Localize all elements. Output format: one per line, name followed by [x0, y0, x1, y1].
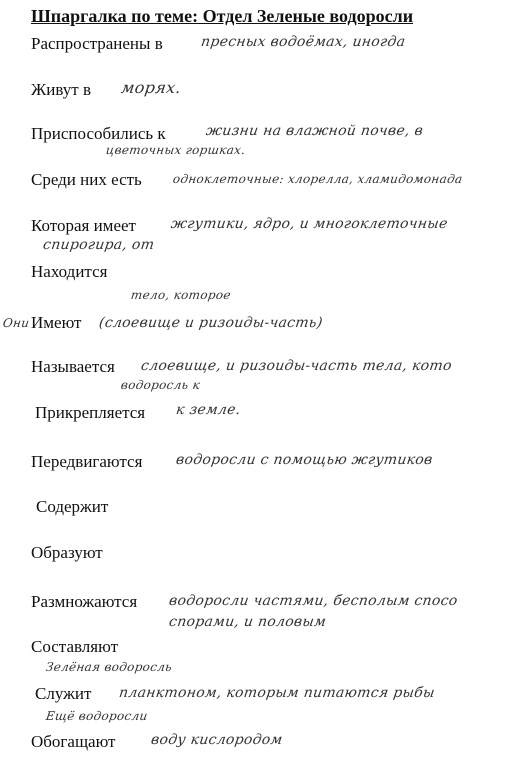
row-label-live-in: Живут в [31, 80, 91, 99]
handwritten-answer-among-them: одноклеточные: хлорелла, хламидомонада [172, 172, 464, 186]
handwritten-answer-which-has: жгутики, ядро, и многоклеточные [170, 216, 449, 232]
handwritten-answer-have: (слоевище и ризоиды-часть) [98, 315, 324, 331]
handwritten-answer-move: водоросли с помощью жгутиков [175, 452, 434, 468]
row-label-which-has: Которая имеет [31, 216, 136, 235]
handwritten-answer-serves-line2: Ещё водоросли [45, 709, 149, 723]
handwritten-answer-reproduce-line2: спорами, и половым [168, 614, 328, 630]
handwritten-answer-adapted-line2: цветочных горшках. [105, 143, 247, 157]
handwritten-answer-called-line2: водоросль к [120, 378, 202, 392]
handwritten-answer-which-has-line2: спирогира, от [42, 237, 156, 253]
handwritten-answer-attached: к земле. [175, 402, 242, 418]
row-label-form: Образуют [31, 543, 103, 562]
handwritten-answer-live-in: морях. [120, 78, 183, 97]
row-label-serves: Служит [35, 684, 92, 703]
handwritten-answer-enrich: воду кислородом [150, 732, 284, 748]
row-label-adapted: Приспособились к [31, 124, 166, 143]
handwritten-answer-reproduce: водоросли частями, бесполым спосо [168, 593, 459, 609]
handwritten-answer-distributed: пресных водоёмах, иногда [200, 34, 407, 50]
row-label-among-them: Среди них есть [31, 170, 142, 189]
row-label-reproduce: Размножаются [31, 592, 138, 611]
row-label-contains: Содержит [36, 497, 109, 516]
row-label-distributed: Распространены в [31, 34, 163, 53]
row-label-located: Находится [31, 262, 108, 281]
handwritten-note-above-have: тело, которое [130, 288, 232, 302]
page-title: Шпаргалка по теме: Отдел Зеленые водоросли [31, 6, 414, 26]
row-label-called: Называется [31, 357, 115, 376]
handwritten-answer-serves: планктоном, которым питаются рыбы [118, 685, 436, 701]
handwritten-answer-adapted: жизни на влажной почве, в [205, 123, 425, 139]
row-label-constitute: Составляют [31, 637, 119, 656]
row-label-move: Передвигаются [31, 452, 143, 471]
handwritten-answer-constitute: Зелёная водоросль [45, 660, 174, 674]
row-label-have: Имеют [31, 313, 82, 332]
handwritten-answer-called: слоевище, и ризоиды-часть тела, кото [140, 358, 453, 374]
row-label-attached: Прикрепляется [35, 403, 146, 422]
handwritten-margin-note: Они [2, 316, 31, 330]
row-label-enrich: Обогащают [31, 732, 116, 751]
